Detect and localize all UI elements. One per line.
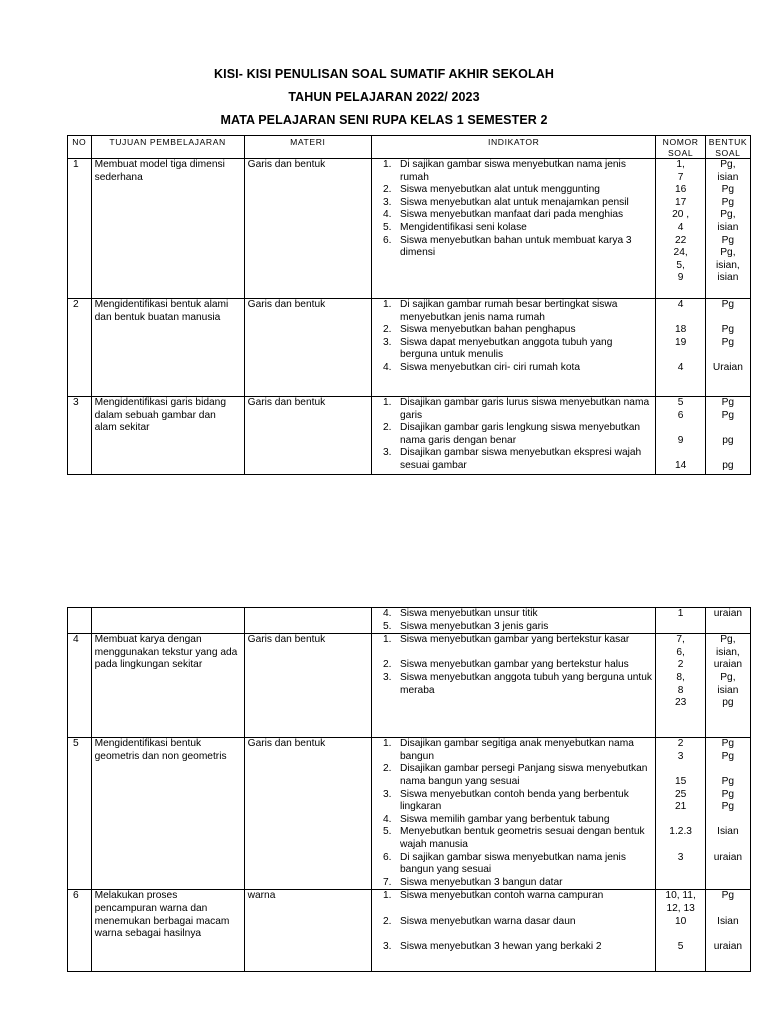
indicator-number: 1. <box>382 634 392 646</box>
cell-tujuan <box>91 608 244 634</box>
nomor-soal-value: 12, 13 <box>666 902 695 914</box>
cell-tujuan: Mengidentifikasi bentuk geometris dan non geometris <box>91 738 244 890</box>
nomor-soal-value: 5 <box>677 940 684 952</box>
cell-bentuk-soal <box>705 608 750 634</box>
nomor-soal-value: 19 <box>674 336 687 348</box>
cell-tujuan: Membuat karya dengan menggunakan tekstur yang ada pada lingkungan sekitar <box>91 634 244 738</box>
nomor-soal-value: 3 <box>677 750 684 762</box>
cell-indikator <box>371 890 655 972</box>
indicator-item <box>375 209 652 222</box>
indicator-list <box>375 634 652 697</box>
nomor-soal-value <box>659 312 701 325</box>
indicator-item <box>375 814 652 827</box>
nomor-soal-value: 15 <box>674 775 687 787</box>
bentuk-soal-value: uraian <box>713 608 743 619</box>
nomor-soal-value: 17 <box>674 196 687 208</box>
indicator-number: 1. <box>382 397 392 408</box>
indicator-number: 1. <box>382 159 392 170</box>
cell-nomor-soal <box>656 634 705 738</box>
nomor-soal-value: 2 <box>677 738 684 750</box>
cell-no: 1 <box>68 159 92 299</box>
indicator-text: Siswa dapat menyebutkan anggota tubuh yang berguna untuk menulis <box>399 336 613 361</box>
nomor-soal-value: 3 <box>677 851 684 863</box>
nomor-soal-value: 8 <box>677 684 684 696</box>
cell-indikator <box>371 159 655 299</box>
indicator-number: 1. <box>382 890 392 902</box>
bentuk-soal-value: uraian <box>713 851 743 863</box>
indicator-item <box>375 647 652 660</box>
bentuk-soal-value: Pg <box>721 775 735 787</box>
indicator-text: Siswa menyebutkan gambar yang bertekstur kasar <box>399 634 630 646</box>
cell-no: 2 <box>68 299 92 397</box>
bentuk-soal-value: Pg <box>721 801 735 813</box>
nomor-soal-value <box>659 349 701 362</box>
indicator-number: 7. <box>382 876 392 888</box>
nomor-soal-value: 6, <box>676 646 685 658</box>
indicator-text: Siswa menyebutkan manfaat dari pada menghias <box>399 209 624 221</box>
nomor-soal-value: 9 <box>677 434 684 446</box>
bentuk-soal-value: Isian <box>717 915 739 927</box>
indicator-number: 1. <box>382 299 392 310</box>
nomor-soal-value <box>659 422 701 435</box>
nomor-soal-value <box>659 928 701 941</box>
indicator-item <box>375 447 652 472</box>
bentuk-soal-value: Pg, <box>720 209 736 221</box>
nomor-soal-value: 9 <box>677 272 684 284</box>
indicator-list <box>375 608 652 633</box>
table-row <box>68 159 751 299</box>
bentuk-soal-value: Isian <box>717 826 739 838</box>
indicator-text: Siswa menyebutkan 3 bangun datar <box>399 876 563 888</box>
cell-no: 3 <box>68 397 92 475</box>
indicator-text: Siswa menyebutkan bahan untuk membuat karya 3 dimensi <box>399 234 632 259</box>
col-header-indikator: INDIKATOR <box>371 136 655 159</box>
indicator-text: Siswa menyebutkan bahan penghapus <box>399 324 576 336</box>
indicator-text: Siswa menyebutkan gambar yang bertekstur halus <box>399 659 629 671</box>
bentuk-soal-value: Pg <box>721 234 735 246</box>
indicator-text: Menyebutkan bentuk geometris sesuai dengan bentuk wajah manusia <box>399 826 645 850</box>
indicator-item <box>375 184 652 197</box>
indicator-list <box>375 397 652 473</box>
cell-indikator <box>371 608 655 634</box>
nomor-soal-value: 14 <box>674 459 687 471</box>
indicator-item <box>375 337 652 362</box>
bentuk-soal-value <box>709 349 747 362</box>
indicator-number: 5. <box>382 826 392 838</box>
indicator-item <box>375 362 652 375</box>
bentuk-soal-value: Pg, <box>720 634 736 646</box>
bentuk-soal-value: isian, <box>715 646 740 658</box>
indicator-text: Siswa menyebutkan 3 jenis garis <box>399 620 549 632</box>
cell-bentuk-soal <box>705 890 750 972</box>
table-row <box>68 890 751 972</box>
indicator-number: 3. <box>382 196 392 208</box>
indicator-list <box>375 890 652 953</box>
indicator-text: Siswa menyebutkan anggota tubuh yang berguna untuk meraba <box>399 671 653 696</box>
nomor-soal-value: 22 <box>674 234 687 246</box>
indicator-number: 4. <box>382 361 392 373</box>
indicator-item <box>375 422 652 447</box>
cell-no <box>68 608 92 634</box>
bentuk-soal-value: isian, <box>715 259 740 271</box>
indicator-item <box>375 826 652 851</box>
indicator-item <box>375 235 652 260</box>
col-header-no: NO <box>68 136 92 159</box>
cell-materi: warna <box>244 890 371 972</box>
indicator-number: 2. <box>382 184 392 196</box>
cell-indikator <box>371 397 655 475</box>
nomor-soal-value <box>659 839 701 852</box>
indicator-text: Siswa menyebutkan warna dasar daun <box>399 915 576 927</box>
nomor-soal-value: 4 <box>677 361 684 373</box>
indicator-list <box>375 738 652 889</box>
subject-title: MATA PELAJARAN SENI RUPA KELAS 1 SEMESTER 2 <box>220 113 548 127</box>
cell-indikator <box>371 634 655 738</box>
bentuk-soal-value: Pg <box>721 750 735 762</box>
table-row <box>68 608 751 634</box>
indicator-text: Siswa menyebutkan 3 hewan yang berkaki 2 <box>399 940 602 952</box>
indicator-text: Disajikan gambar garis lurus siswa menyebutkan nama garis <box>399 397 650 421</box>
bentuk-soal-value <box>709 422 747 435</box>
col-header-nomor-soal: NOMOR SOAL <box>656 136 705 159</box>
indicator-text: Siswa memilih gambar yang berbentuk tabung <box>399 813 610 825</box>
bentuk-soal-value: isian <box>717 221 739 233</box>
indicator-number: 2. <box>382 915 392 927</box>
bentuk-soal-value <box>709 903 747 916</box>
nomor-soal-value: 5 <box>677 397 684 408</box>
table-row <box>68 299 751 397</box>
bentuk-soal-value: isian <box>717 684 739 696</box>
indicator-number: 2. <box>382 659 392 671</box>
bentuk-soal-value: Pg, <box>720 159 736 170</box>
cell-nomor-soal <box>656 397 705 475</box>
indicator-text: Disajikan gambar persegi Panjang siswa menyebutkan nama bangun yang sesuai <box>399 763 648 787</box>
indicator-item <box>375 621 652 634</box>
indicator-text: Disajikan gambar garis lengkung siswa menyebutkan nama garis dengan benar <box>399 422 641 446</box>
indicator-item <box>375 928 652 941</box>
indicator-item <box>375 634 652 647</box>
bentuk-soal-value: Uraian <box>712 361 743 373</box>
indicator-item <box>375 738 652 763</box>
nomor-soal-value: 20 , <box>672 209 690 221</box>
cell-materi <box>244 608 371 634</box>
cell-indikator <box>371 738 655 890</box>
nomor-soal-value: 1 <box>677 608 684 619</box>
cell-bentuk-soal <box>705 299 750 397</box>
cell-bentuk-soal <box>705 634 750 738</box>
indicator-text: Siswa menyebutkan unsur titik <box>399 608 538 619</box>
indicator-number: 2. <box>382 422 392 434</box>
nomor-soal-value: 10, 11, <box>665 890 696 902</box>
nomor-soal-value <box>659 763 701 776</box>
indicator-number: 3. <box>382 671 392 683</box>
indicator-number: 2. <box>382 763 392 775</box>
cell-bentuk-soal <box>705 159 750 299</box>
indicator-item <box>375 916 652 929</box>
indicator-number: 5. <box>382 620 392 632</box>
indicator-number: 4. <box>382 608 392 619</box>
cell-indikator <box>371 299 655 397</box>
cell-no: 4 <box>68 634 92 738</box>
indicator-item <box>375 608 652 621</box>
nomor-soal-value: 24, <box>673 247 688 259</box>
bentuk-soal-value: Pg, <box>720 671 736 683</box>
bentuk-soal-value <box>709 839 747 852</box>
bentuk-soal-value: isian <box>717 272 739 284</box>
bentuk-soal-value <box>709 763 747 776</box>
indicator-item <box>375 763 652 788</box>
cell-tujuan: Mengidentifikasi garis bidang dalam sebuah gambar dan alam sekitar <box>91 397 244 475</box>
indicator-text: Disajikan gambar siswa menyebutkan ekspresi wajah sesuai gambar <box>399 447 642 471</box>
indicator-item <box>375 903 652 916</box>
indicator-item <box>375 890 652 903</box>
indicator-number: 3. <box>382 788 392 800</box>
nomor-soal-value: 16 <box>674 184 687 196</box>
cell-materi: Garis dan bentuk <box>244 738 371 890</box>
cell-nomor-soal <box>656 608 705 634</box>
indicator-item <box>375 299 652 324</box>
nomor-soal-value: 4 <box>677 299 684 310</box>
indicator-text: Di sajikan gambar siswa menyebutkan nama jenis rumah <box>399 159 626 183</box>
indicator-text: Mengidentifikasi seni kolase <box>399 221 527 233</box>
col-header-materi: MATERI <box>244 136 371 159</box>
nomor-soal-value: 21 <box>674 801 687 813</box>
bentuk-soal-value: Pg, <box>720 247 736 259</box>
cell-nomor-soal <box>656 159 705 299</box>
indicator-number: 6. <box>382 234 392 246</box>
bentuk-soal-value: uraian <box>713 659 743 671</box>
nomor-soal-value: 1.2.3 <box>669 826 692 838</box>
bentuk-soal-value <box>709 814 747 827</box>
bentuk-soal-value <box>709 447 747 460</box>
bentuk-soal-value: pg <box>722 697 734 709</box>
grid-table-page-2 <box>67 607 751 972</box>
indicator-item <box>375 222 652 235</box>
bentuk-soal-value: Pg <box>721 738 735 750</box>
bentuk-soal-value: Pg <box>721 324 735 336</box>
cell-materi: Garis dan bentuk <box>244 159 371 299</box>
academic-year: TAHUN PELAJARAN 2022/ 2023 <box>288 90 480 104</box>
cell-nomor-soal <box>656 299 705 397</box>
bentuk-soal-value: pg <box>722 459 734 471</box>
bentuk-soal-value: uraian <box>713 940 743 952</box>
indicator-number: 5. <box>382 221 392 233</box>
indicator-item <box>375 941 652 954</box>
indicator-number: 3. <box>382 447 392 459</box>
indicator-number: 3. <box>382 336 392 348</box>
cell-bentuk-soal <box>705 738 750 890</box>
col-header-bentuk-soal: BENTUK SOAL <box>705 136 750 159</box>
bentuk-soal-value: Pg <box>721 196 735 208</box>
indicator-text: Siswa menyebutkan alat untuk menajamkan pensil <box>399 196 629 208</box>
grid-table-page-1 <box>67 135 751 475</box>
table-row <box>68 634 751 738</box>
nomor-soal-value: 7 <box>677 171 684 183</box>
table-row <box>68 397 751 475</box>
indicator-item <box>375 397 652 422</box>
nomor-soal-value: 5, <box>676 259 685 271</box>
indicator-text: Siswa menyebutkan contoh warna campuran <box>399 890 604 902</box>
indicator-item <box>375 789 652 814</box>
bentuk-soal-value: Pg <box>721 890 735 902</box>
bentuk-soal-value: isian <box>717 171 739 183</box>
nomor-soal-value <box>659 447 701 460</box>
bentuk-soal-value: Pg <box>721 409 735 421</box>
indicator-text: Disajikan gambar segitiga anak menyebutkan nama bangun <box>399 738 634 762</box>
document-title: KISI- KISI PENULISAN SOAL SUMATIF AKHIR SEKOLAH <box>214 67 554 81</box>
indicator-list <box>375 159 652 260</box>
cell-nomor-soal <box>656 890 705 972</box>
cell-nomor-soal <box>656 738 705 890</box>
cell-materi: Garis dan bentuk <box>244 397 371 475</box>
indicator-number: 2. <box>382 324 392 336</box>
cell-materi: Garis dan bentuk <box>244 299 371 397</box>
cell-materi: Garis dan bentuk <box>244 634 371 738</box>
cell-no: 6 <box>68 890 92 972</box>
indicator-number: 6. <box>382 851 392 863</box>
bentuk-soal-value: Pg <box>721 299 735 310</box>
nomor-soal-value: 18 <box>674 324 687 336</box>
indicator-text: Siswa menyebutkan ciri- ciri rumah kota <box>399 361 581 373</box>
indicator-text: Siswa menyebutkan contoh benda yang berbentuk lingkaran <box>399 788 629 813</box>
indicator-item <box>375 197 652 210</box>
indicator-number: 4. <box>382 209 392 221</box>
nomor-soal-value: 2 <box>677 659 684 671</box>
nomor-soal-value: 8, <box>676 671 685 683</box>
nomor-soal-value: 7, <box>676 634 685 646</box>
indicator-item <box>375 159 652 184</box>
indicator-text: Di sajikan gambar siswa menyebutkan nama jenis bangun yang sesuai <box>399 851 626 876</box>
nomor-soal-value <box>659 814 701 827</box>
cell-bentuk-soal <box>705 397 750 475</box>
cell-tujuan: Membuat model tiga dimensi sederhana <box>91 159 244 299</box>
table-row <box>68 738 751 890</box>
cell-tujuan: Mengidentifikasi bentuk alami dan bentuk buatan manusia <box>91 299 244 397</box>
bentuk-soal-value: Pg <box>721 788 735 800</box>
nomor-soal-value: 6 <box>677 409 684 421</box>
indicator-item <box>375 659 652 672</box>
nomor-soal-value: 4 <box>677 221 684 233</box>
indicator-list <box>375 299 652 375</box>
nomor-soal-value: 25 <box>674 788 687 800</box>
indicator-item <box>375 672 652 697</box>
indicator-number: 1. <box>382 738 392 750</box>
bentuk-soal-value <box>709 312 747 325</box>
cell-no: 5 <box>68 738 92 890</box>
nomor-soal-value: 10 <box>674 915 687 927</box>
bentuk-soal-value: Pg <box>721 184 735 196</box>
indicator-text: Siswa menyebutkan alat untuk menggunting <box>399 184 600 196</box>
col-header-tujuan: TUJUAN PEMBELAJARAN <box>91 136 244 159</box>
cell-tujuan: Melakukan proses pencampuran warna dan menemukan berbagai macam warna sebagai hasilnya <box>91 890 244 972</box>
indicator-item <box>375 877 652 890</box>
bentuk-soal-value <box>709 928 747 941</box>
bentuk-soal-value: Pg <box>721 336 735 348</box>
nomor-soal-value: 23 <box>674 697 687 709</box>
indicator-item <box>375 324 652 337</box>
nomor-soal-value: 1, <box>676 159 685 170</box>
indicator-number: 4. <box>382 813 392 825</box>
indicator-number: 3. <box>382 940 392 952</box>
bentuk-soal-value: pg <box>722 434 734 446</box>
indicator-item <box>375 852 652 877</box>
indicator-text: Di sajikan gambar rumah besar bertingkat siswa menyebutkan jenis nama rumah <box>399 299 618 323</box>
bentuk-soal-value: Pg <box>721 397 735 408</box>
